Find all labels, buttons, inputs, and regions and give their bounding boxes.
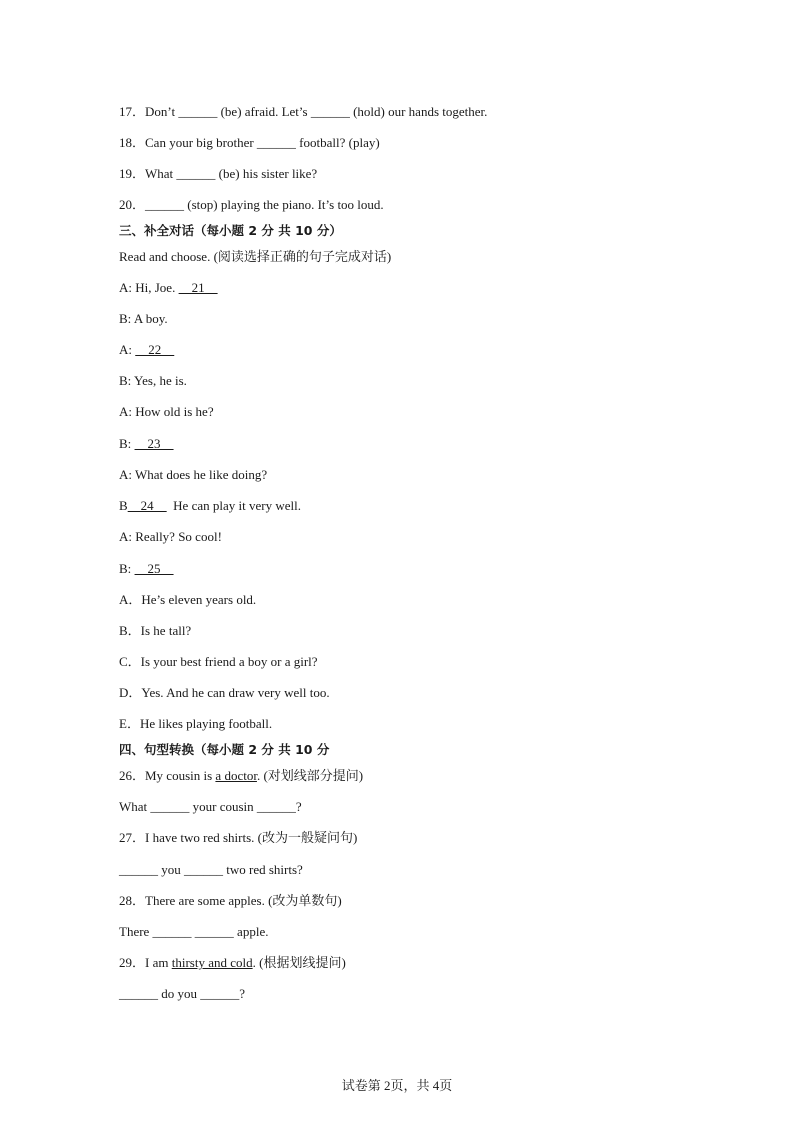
blank-25: 25 [134, 561, 174, 576]
blank-23: 23 [134, 436, 174, 451]
question-26 [119, 768, 363, 784]
dialogue-line-10 [119, 561, 174, 577]
question-27-answer: ______ you ______ two red shirts? [119, 862, 303, 877]
dialogue-line-2: B: A boy. [119, 311, 168, 326]
dialogue-line-3-text: A: [119, 342, 136, 357]
question-19: 19．What ______ (be) his sister like? [119, 166, 318, 181]
dialogue-line-10-text: B: [119, 561, 135, 576]
dialogue-line-6-text: B: [119, 436, 135, 451]
question-29 [119, 955, 346, 971]
option-c: C．Is your best friend a boy or a girl? [119, 654, 318, 669]
question-20: 20．______ (stop) playing the piano. It’s too loud. [119, 197, 384, 212]
section-3-heading: 三、补全对话（每小题 2 分 共 10 分） [119, 223, 342, 238]
option-b: B．Is he tall? [119, 623, 192, 638]
dialogue-line-8-text: B [119, 498, 128, 513]
question-29-underlined: thirsty and cold [171, 955, 253, 970]
question-29-text: 29．I am [119, 955, 172, 970]
question-26-instruction: . (对划线部分提问) [256, 768, 364, 783]
dialogue-line-9: A: Really? So cool! [119, 529, 222, 544]
question-27: 27．I have two red shirts. (改为一般疑问句) [119, 830, 358, 845]
dialogue-line-1-text: A: Hi, Joe. [119, 280, 179, 295]
option-a: A．He’s eleven years old. [119, 592, 257, 607]
question-28-answer: There ______ ______ apple. [119, 924, 269, 939]
blank-22: 22 [135, 342, 175, 357]
question-26-underlined: a doctor [215, 768, 257, 783]
question-18: 18．Can your big brother ______ football? (play) [119, 135, 380, 150]
dialogue-line-7: A: What does he like doing? [119, 467, 268, 482]
question-17: 17．Don’t ______ (be) afraid. Let’s ______ (hold) our hands together. [119, 104, 488, 119]
dialogue-line-8 [119, 498, 301, 514]
question-29-answer: ______ do you ______? [119, 986, 246, 1001]
dialogue-line-8-suffix: He can play it very well. [166, 498, 301, 513]
option-e: E．He likes playing football. [119, 716, 273, 731]
question-26-answer: What ______ your cousin ______? [119, 799, 302, 814]
dialogue-line-6 [119, 436, 174, 452]
question-29-instruction: . (根据划线提问) [252, 955, 346, 970]
dialogue-line-4: B: Yes, he is. [119, 373, 187, 388]
question-26-text: 26．My cousin is [119, 768, 216, 783]
section-4-heading: 四、句型转换（每小题 2 分 共 10 分 [119, 742, 330, 757]
option-d: D．Yes. And he can draw very well too. [119, 685, 330, 700]
question-28: 28．There are some apples. (改为单数句) [119, 893, 342, 908]
dialogue-line-1 [119, 280, 218, 296]
blank-24: 24 [127, 498, 167, 513]
page-footer: 试卷第 2页，共 4页 [341, 1078, 453, 1093]
dialogue-line-5: A: How old is he? [119, 404, 214, 419]
blank-21: 21 [178, 280, 218, 295]
section-3-instruction: Read and choose. (阅读选择正确的句子完成对话) [119, 249, 392, 264]
dialogue-line-3 [119, 342, 174, 358]
